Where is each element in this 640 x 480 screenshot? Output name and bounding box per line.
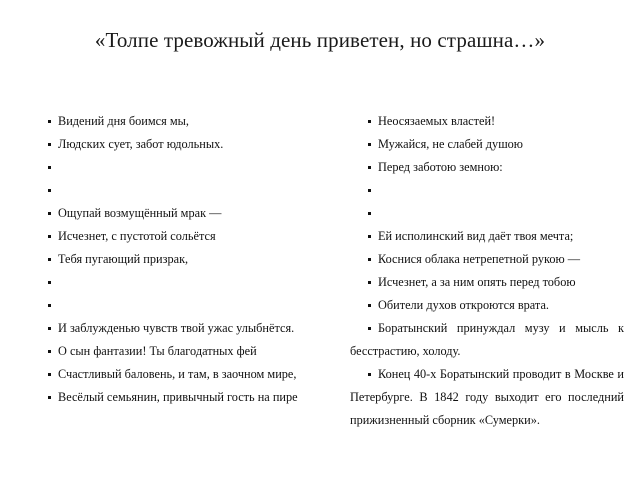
list-item: [350, 133, 624, 156]
list-item-empty: [30, 271, 306, 294]
list-item-label: Конец 40-х Боратынский проводит в Москве и Петербурге. В 1842 году выходит его последний прижизненный сборник «Сумерки».: [350, 367, 624, 427]
bullet-icon: [368, 258, 371, 261]
list-item: [350, 248, 624, 271]
list-item-empty: [30, 179, 306, 202]
bullet-icon: [48, 281, 51, 284]
list-item: [30, 340, 306, 363]
bullet-icon: [368, 373, 371, 376]
list-item-label: Тебя пугающий призрак,: [58, 252, 189, 266]
list-item-label: Исчезнет, а за ним опять перед тобою: [378, 275, 576, 289]
bullet-icon: [48, 120, 51, 123]
list-item: [350, 363, 624, 432]
bullet-icon: [48, 166, 51, 169]
bullet-icon: [368, 235, 371, 238]
list-item-empty: [30, 156, 306, 179]
two-column-body: [0, 110, 640, 432]
bullet-icon: [48, 327, 51, 330]
list-item-label: И заблужденью чувств твой ужас улыбнётся.: [58, 321, 295, 335]
bullet-icon: [48, 235, 51, 238]
list-item-label: Обители духов откроются врата.: [378, 298, 549, 312]
list-item-empty: [350, 179, 624, 202]
bullet-icon: [48, 350, 51, 353]
bullet-icon: [368, 143, 371, 146]
list-item-empty: [30, 294, 306, 317]
right-column: [320, 110, 640, 432]
list-item: [350, 110, 624, 133]
bullet-icon: [48, 258, 51, 261]
bullet-icon: [48, 304, 51, 307]
right-bullet-list: [350, 110, 624, 432]
bullet-icon: [48, 212, 51, 215]
list-item-label: Боратынский принуждал музу и мысль к бесстрастию, холоду.: [350, 321, 624, 358]
list-item-empty: [350, 202, 624, 225]
list-item-label: Коснися облака нетрепетной рукою —: [378, 252, 581, 266]
list-item-label: Людских сует, забот юдольных.: [58, 137, 224, 151]
list-item-label: Перед заботою земною:: [378, 160, 503, 174]
list-item: [30, 133, 306, 156]
list-item: [350, 317, 624, 363]
list-item-label: Исчезнет, с пустотой сольётся: [58, 229, 216, 243]
list-item-label: Ей исполинский вид даёт твоя мечта;: [378, 229, 574, 243]
bullet-icon: [368, 120, 371, 123]
left-column: [0, 110, 320, 409]
list-item-label: Счастливый баловень, и там, в заочном мире,: [58, 367, 297, 381]
list-item-label: Весёлый семьянин, привычный гость на пире: [58, 390, 298, 404]
bullet-icon: [48, 373, 51, 376]
list-item: [30, 317, 306, 340]
bullet-icon: [48, 143, 51, 146]
page-title: «Толпе тревожный день приветен, но страшна…»: [94, 28, 546, 52]
list-item-label: Мужайся, не слабей душою: [378, 137, 523, 151]
list-item-label: Неосязаемых властей!: [378, 114, 496, 128]
list-item: [30, 202, 306, 225]
bullet-icon: [368, 281, 371, 284]
list-item-label: Ощупай возмущённый мрак —: [58, 206, 222, 220]
bullet-icon: [368, 327, 371, 330]
list-item: [30, 110, 306, 133]
list-item: [30, 225, 306, 248]
list-item: [350, 271, 624, 294]
list-item-label: Видений дня боимся мы,: [58, 114, 189, 128]
bullet-icon: [368, 166, 371, 169]
bullet-icon: [368, 189, 371, 192]
list-item: [350, 294, 624, 317]
bullet-icon: [368, 304, 371, 307]
list-item: [350, 225, 624, 248]
list-item: [30, 248, 306, 271]
bullet-icon: [48, 189, 51, 192]
list-item: [350, 156, 624, 179]
list-item-label: О сын фантазии! Ты благодатных фей: [58, 344, 257, 358]
list-item: [30, 363, 306, 386]
left-bullet-list: [30, 110, 306, 409]
list-item: [30, 386, 306, 409]
bullet-icon: [48, 396, 51, 399]
bullet-icon: [368, 212, 371, 215]
